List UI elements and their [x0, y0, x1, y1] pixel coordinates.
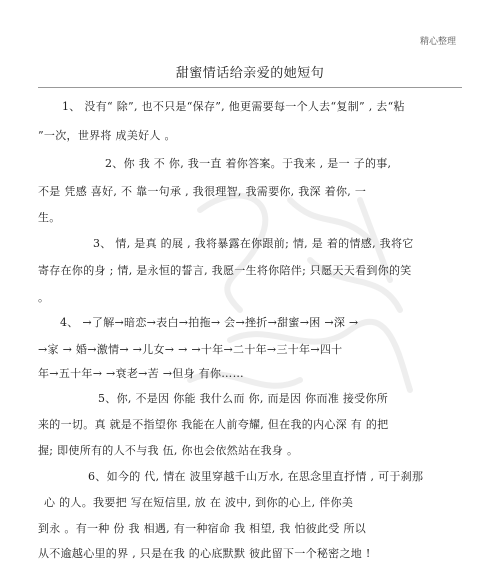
document-title: 甜蜜情话给亲爱的她短句: [175, 66, 325, 81]
paragraph-4-line-1: 4、 →了解→暗恋→表白→拍拖→ 会→挫折→甜蜜→困 →深 →: [60, 316, 359, 329]
paragraph-2-line-3: 生。: [38, 211, 61, 224]
paragraph-6-line-3: 到永 。有一种 份 我 相遇, 有一种宿命 我 相望, 我 怕彼此受 所以: [38, 522, 367, 535]
paragraph-6-line-4: 从不逾越心里的界 , 只是在我 的心底默默 彼此留下一个秘密之地 !: [38, 547, 371, 560]
paragraph-3-line-3: 。: [38, 291, 50, 304]
paragraph-1-line-2: ”一次，世界将 成美好人 。: [38, 129, 176, 142]
paragraph-5-line-1: 5、你, 不是因 你能 我什么而 你, 而是因 你而准 接受你所: [98, 392, 389, 405]
paragraph-2-line-1: 2、你 我 不 你, 我一直 着你答案。于我来 , 是一 子的事,: [105, 157, 392, 170]
paragraph-6-line-1: 6、如今的 代, 情在 波里穿越千山万水, 在思念里直抒情 , 可于刹那: [88, 470, 424, 483]
paragraph-3-line-1: 3、 情, 是真 的展 , 我将暴露在你跟前; 情, 是 着的情感, 我将它: [93, 237, 414, 250]
paragraph-2-line-2: 不是 凭感 喜好, 不 靠一句承 , 我很理智, 我需要你, 我深 着你, 一: [38, 185, 367, 198]
paragraph-5-line-2: 来的一切。真 就是不指望你 我能在人前夸耀, 但在我的内心深 有 的把: [38, 418, 389, 431]
paragraph-6-line-2: 心 的人。我要把 写在短信里, 放 在 波中, 到你的心上, 伴你美: [44, 496, 354, 509]
paragraph-1-line-1: 1、 没有“ 除”, 也不只是“保存”, 他更需要每一个人去“复制” , 去“粘: [62, 100, 405, 113]
title-divider: [38, 87, 462, 88]
paragraph-4-line-3: 年→五十年→ →衰老→苦 →但身 有你……: [38, 367, 244, 380]
paragraph-5-line-3: 握; 即使所有的人不与我 伍, 你也会依然站在我身 。: [38, 444, 299, 457]
paragraph-3-line-2: 寄存在你的身 ; 情, 是永恒的誓言, 我愿一生将你陪伴; 只愿天天看到你的笑: [38, 264, 412, 277]
header-tag: 精心整理: [419, 37, 456, 47]
paragraph-4-line-2: →家 → 婚→激情→ →儿女→ → →十年→二十年→三十年→四十: [38, 343, 343, 356]
